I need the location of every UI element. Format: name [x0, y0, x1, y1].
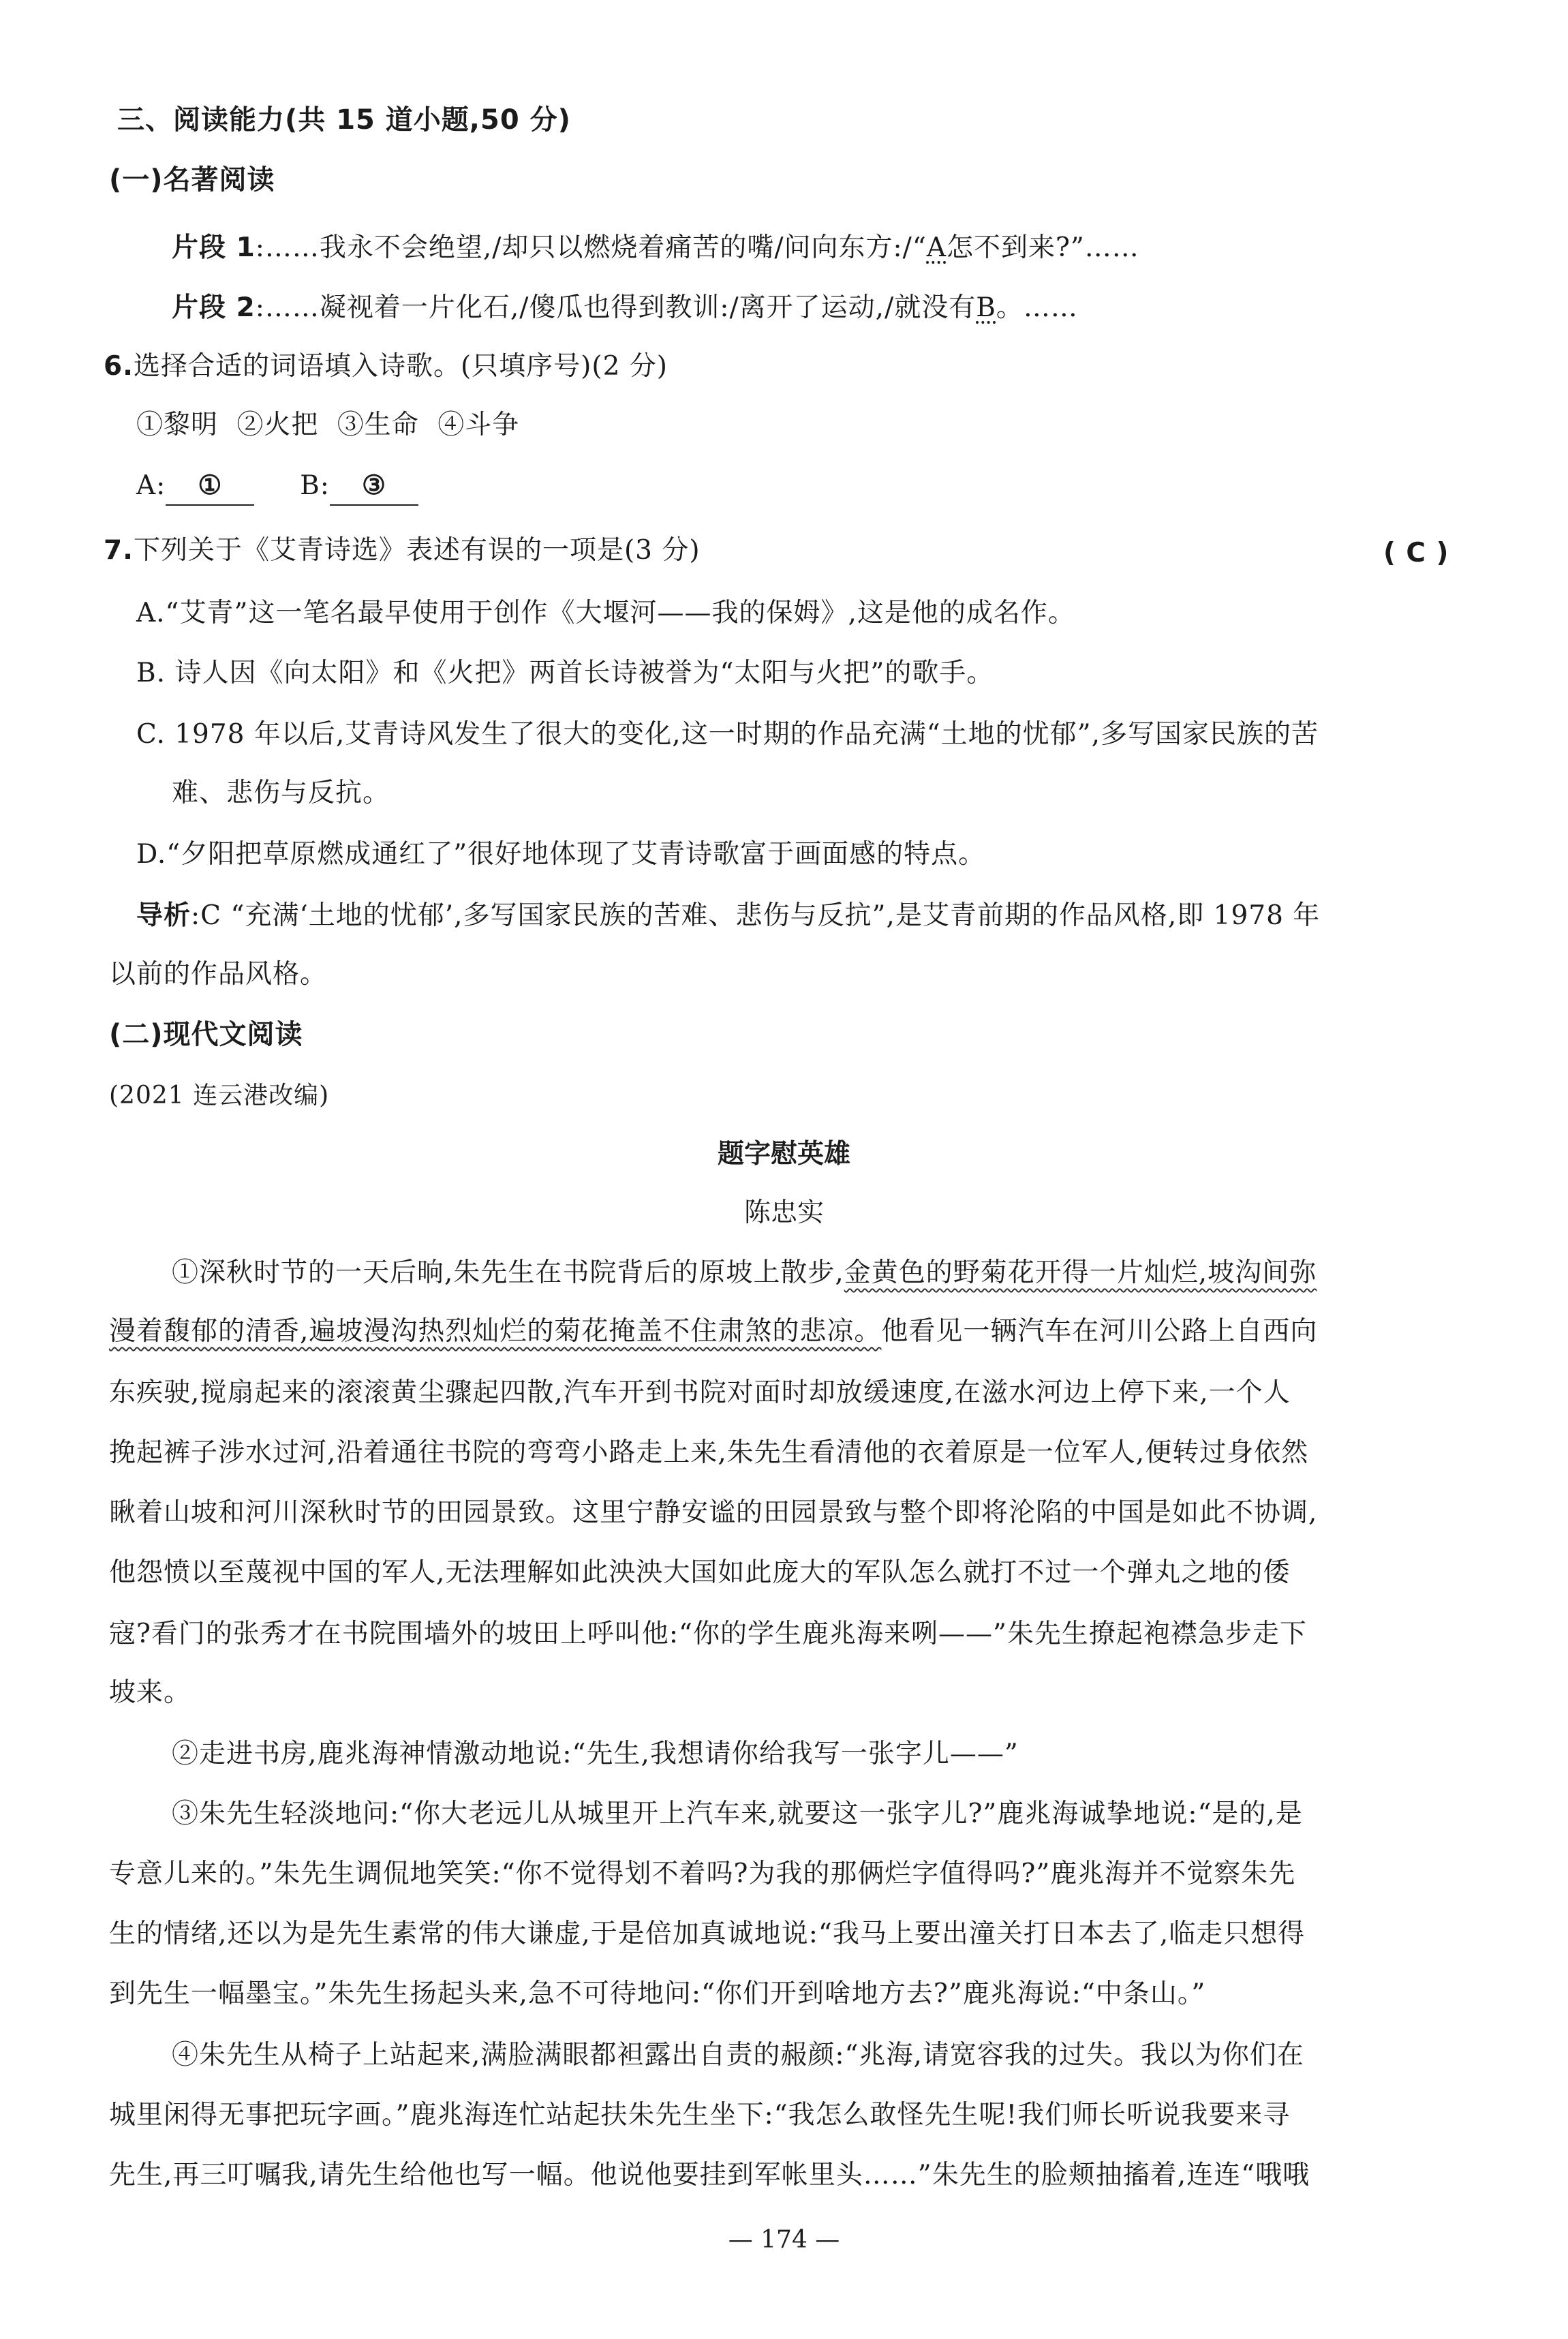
passage-author: 陈忠实: [743, 1197, 824, 1228]
option-c-line-1: C. 1978 年以后,艾青诗风发生了很大的变化,这一时期的作品充满“土地的忧郁”,多写国家民族的苦: [136, 719, 1319, 750]
guide-label: 导析: [136, 900, 191, 931]
fragment-1-text-a: :……我永不会绝望,/却只以燃烧着痛苦的嘴/问向东方:/“: [255, 232, 927, 263]
fragment-2: [172, 289, 1078, 327]
question-6-options: ①黎明 ②火把 ③生命 ④斗争: [136, 410, 520, 440]
question-7-answer: ( C ): [1383, 538, 1449, 568]
guide-line-2: 以前的作品风格。: [109, 959, 328, 990]
question-7-text: 下列关于《艾青诗选》表述有误的一项是(3 分): [133, 535, 701, 566]
section-title: 三、阅读能力(共 15 道小题,50 分): [117, 104, 571, 136]
fragment-2-text-b: 。……: [996, 292, 1078, 323]
question-7-number: 7.: [104, 535, 134, 566]
paragraph-1-line-1: [172, 1254, 1317, 1292]
fragment-2-label: 片段 2: [172, 292, 256, 323]
option-b: B. 诗人因《向太阳》和《火把》两首长诗被誉为“太阳与火把”的歌手。: [136, 658, 994, 688]
question-6-answers: [136, 466, 418, 506]
fragment-1-text-b: 怎不到来?”……: [946, 232, 1139, 263]
paragraph-4-line-1: ④朱先生从椅子上站起来,满脸满眼都袒露出自责的赧颜:“兆海,请宽容我的过失。我以为你们在: [172, 2040, 1304, 2070]
paragraph-1-line-4: 挽起裤子涉水过河,沿着通往书院的弯弯小路走上来,朱先生看清他的衣着原是一位军人,便转过身依然: [109, 1437, 1309, 1468]
option-a: A.“艾青”这一笔名最早使用于创作《大堰河——我的保姆》,这是他的成名作。: [136, 598, 1075, 628]
option-d: D.“夕阳把草原燃成通红了”很好地体现了艾青诗歌富于画面感的特点。: [136, 839, 986, 870]
passage-source: (2021 连云港改编): [109, 1082, 330, 1110]
answer-a-label: A:: [136, 470, 166, 501]
part2-heading: (二)现代文阅读: [109, 1019, 303, 1050]
paragraph-1-line-2: [109, 1313, 1317, 1351]
question-6-text: 选择合适的词语填入诗歌。(只填序号)(2 分): [133, 351, 668, 382]
paragraph-4-line-3: 先生,再三叮嘱我,请先生给他也写一幅。他说他要挂到军帐里头……”朱先生的脸颊抽搐着,连连“哦哦: [109, 2160, 1310, 2190]
paragraph-1-line-7: 寇?看门的张秀才在书院围墙外的坡田上呼叫他:“你的学生鹿兆海来咧——”朱先生撩起袍襟急步走下: [109, 1619, 1307, 1649]
blank-a-marker: A: [926, 232, 947, 263]
paragraph-4-line-2: 城里闲得无事把玩字画。”鹿兆海连忙站起扶朱先生坐下:“我怎么敢怪先生呢!我们师长听说我要来寻: [109, 2100, 1291, 2130]
fragment-2-text-a: :……凝视着一片化石,/傻瓜也得到教训:/离开了运动,/就没有: [255, 292, 977, 323]
guide-text-1: :C “充满‘土地的忧郁’,多写国家民族的苦难、悲伤与反抗”,是艾青前期的作品风格,即 1978 年: [191, 900, 1321, 931]
paragraph-1-line-1-text: ①深秋时节的一天后晌,朱先生在书院背后的原坡上散步,: [172, 1257, 844, 1288]
fragment-1: [172, 229, 1139, 267]
paragraph-2: ②走进书房,鹿兆海神情激动地说:“先生,我想请你给我写一张字儿——”: [172, 1739, 1019, 1769]
paragraph-1-line-5: 瞅着山坡和河川深秋时节的田园景致。这里宁静安谧的田园景致与整个即将沦陷的中国是如此不协调,: [109, 1497, 1318, 1528]
wavy-underlined-text-2: 漫着馥郁的清香,遍坡漫沟热烈灿烂的菊花掩盖不住肃煞的悲凉。: [109, 1316, 882, 1347]
paragraph-1-line-3: 东疾驶,搅扇起来的滚滚黄尘骤起四散,汽车开到书院对面时却放缓速度,在滋水河边上停下来,一个人: [109, 1377, 1291, 1408]
paragraph-1-line-2-text: 他看见一辆汽车在河川公路上自西向: [881, 1316, 1318, 1347]
wavy-underlined-text-1: 金黄色的野菊花开得一片灿烂,坡沟间弥: [844, 1257, 1317, 1288]
part1-heading: (一)名著阅读: [109, 164, 275, 196]
blank-b-marker: B: [976, 292, 996, 323]
question-6-number: 6.: [104, 351, 134, 382]
question-6-stem: [104, 348, 668, 386]
answer-b-label: B:: [300, 470, 330, 501]
paragraph-3-line-4: 到先生一幅墨宝。”朱先生扬起头来,急不可待地问:“你们开到啥地方去?”鹿兆海说:“中条山。”: [109, 1978, 1206, 2009]
paragraph-1-line-8: 坡来。: [109, 1677, 191, 1708]
answer-b-value: ③: [330, 466, 418, 506]
paragraph-1-line-6: 他怨愤以至蔑视中国的军人,无法理解如此泱泱大国如此庞大的军队怎么就打不过一个弹丸之地的倭: [109, 1557, 1291, 1588]
page-number: — 174 —: [728, 2226, 840, 2254]
paragraph-3-line-3: 生的情绪,还以为是先生素常的伟大谦虚,于是倍加真诚地说:“我马上要出潼关打日本去了,临走只想得: [109, 1918, 1306, 1949]
guide-line-1: [136, 897, 1320, 935]
option-c-line-2: 难、悲伤与反抗。: [172, 778, 390, 808]
fragment-1-label: 片段 1: [172, 232, 256, 263]
paragraph-3-line-2: 专意儿来的。”朱先生调侃地笑笑:“你不觉得划不着吗?为我的那俩烂字值得吗?”鹿兆海并不觉察朱先: [109, 1859, 1296, 1889]
question-7-stem: [104, 532, 701, 570]
paragraph-3-line-1: ③朱先生轻淡地问:“你大老远儿从城里开上汽车来,就要这一张字儿?”鹿兆海诚挚地说:“是的,是: [172, 1799, 1303, 1829]
passage-title: 题字慰英雄: [717, 1139, 850, 1170]
answer-a-value: ①: [166, 466, 254, 506]
